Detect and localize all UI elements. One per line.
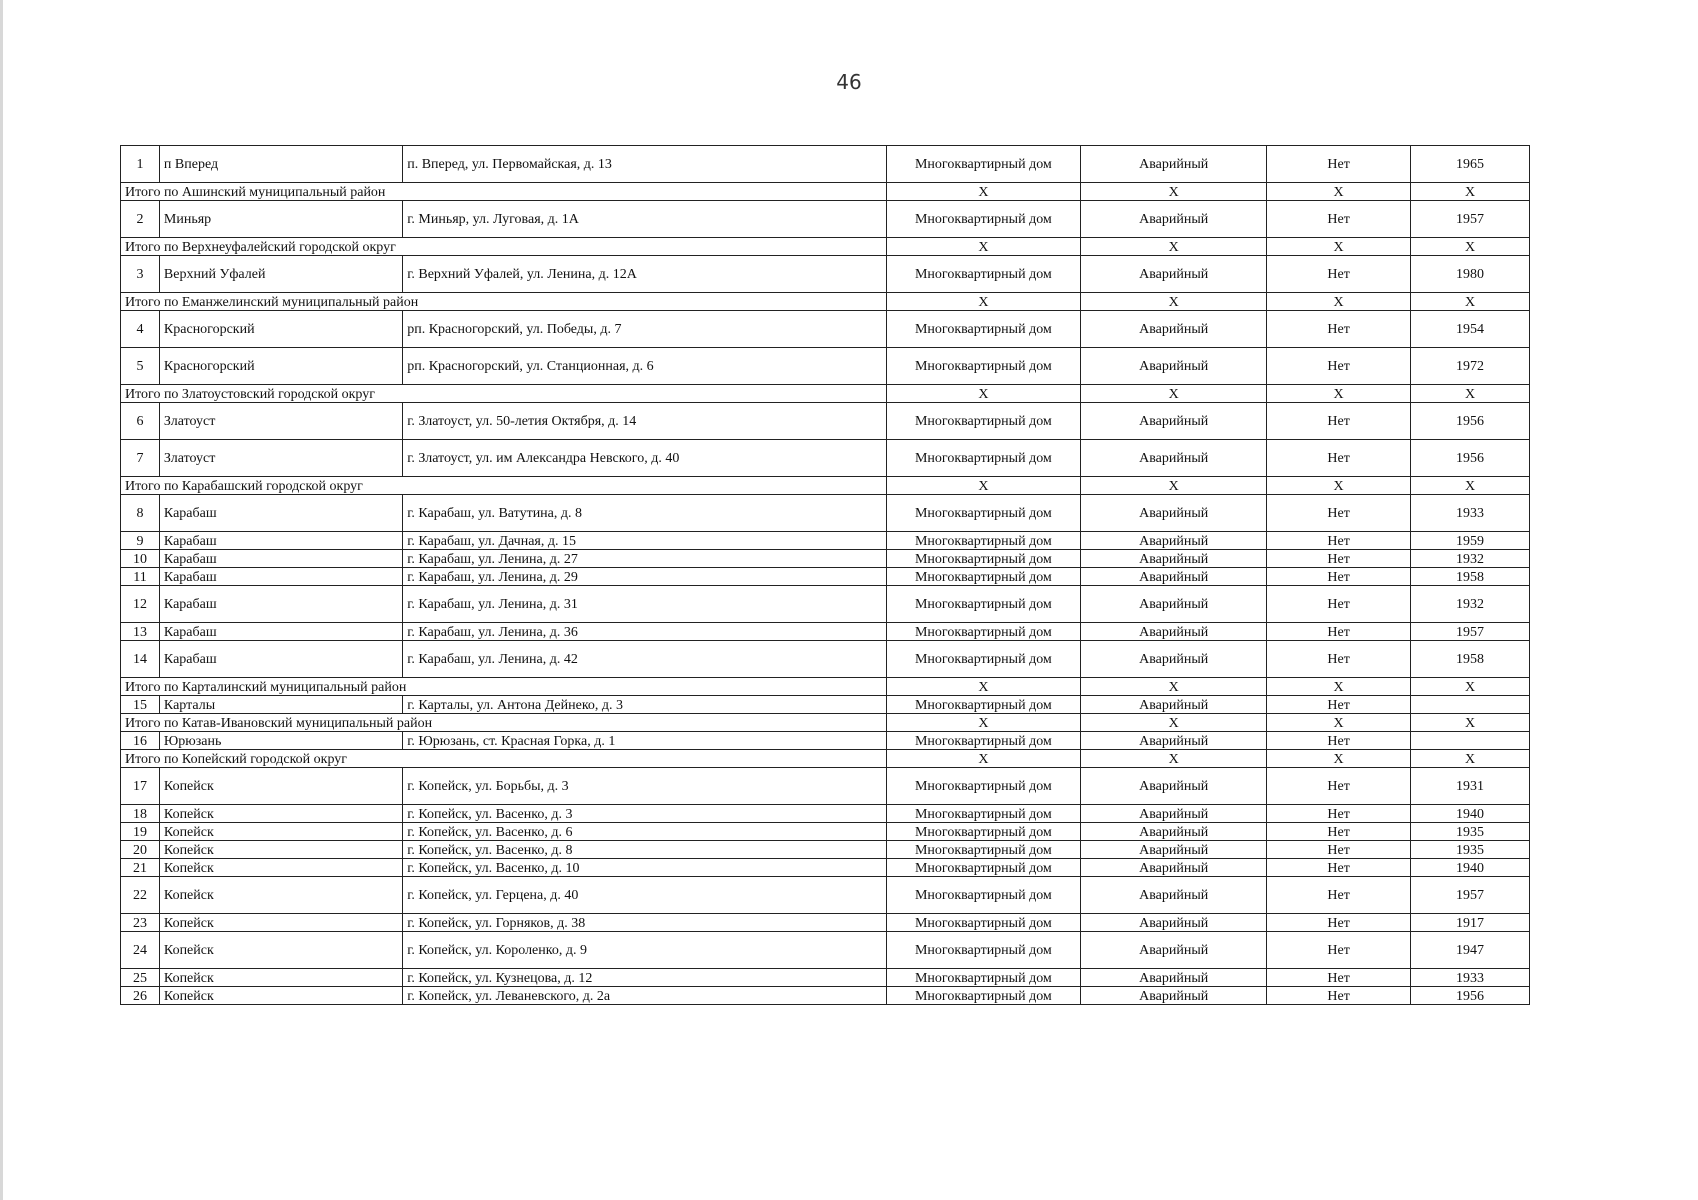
subtotal-row: [121, 750, 1530, 768]
status-cell: Аварийный: [1081, 932, 1267, 969]
flag-cell: Нет: [1267, 440, 1411, 477]
status-cell: Аварийный: [1081, 532, 1267, 550]
address-cell: г. Копейск, ул. Борьбы, д. 3: [403, 768, 886, 805]
row-number: 1: [121, 146, 160, 183]
row-number: 22: [121, 877, 160, 914]
subtotal-mark: X: [886, 477, 1081, 495]
subtotal-mark: X: [886, 385, 1081, 403]
flag-cell: Нет: [1267, 841, 1411, 859]
address-cell: г. Копейск, ул. Васенко, д. 10: [403, 859, 886, 877]
building-type-cell: Многоквартирный дом: [886, 859, 1081, 877]
subtotal-row: [121, 714, 1530, 732]
flag-cell: Нет: [1267, 201, 1411, 238]
flag-cell: Нет: [1267, 348, 1411, 385]
row-number: 5: [121, 348, 160, 385]
status-cell: Аварийный: [1081, 841, 1267, 859]
table-row: [121, 696, 1530, 714]
subtotal-mark: X: [1411, 678, 1530, 696]
building-type-cell: Многоквартирный дом: [886, 768, 1081, 805]
flag-cell: Нет: [1267, 256, 1411, 293]
building-type-cell: Многоквартирный дом: [886, 623, 1081, 641]
address-cell: рп. Красногорский, ул. Победы, д. 7: [403, 311, 886, 348]
year-cell: 1957: [1411, 877, 1530, 914]
building-type-cell: Многоквартирный дом: [886, 823, 1081, 841]
subtotal-mark: X: [1081, 385, 1267, 403]
flag-cell: Нет: [1267, 623, 1411, 641]
flag-cell: Нет: [1267, 495, 1411, 532]
address-cell: г. Юрюзань, ст. Красная Горка, д. 1: [403, 732, 886, 750]
building-type-cell: Многоквартирный дом: [886, 256, 1081, 293]
address-cell: г. Копейск, ул. Васенко, д. 8: [403, 841, 886, 859]
status-cell: Аварийный: [1081, 914, 1267, 932]
row-number: 3: [121, 256, 160, 293]
building-type-cell: Многоквартирный дом: [886, 914, 1081, 932]
status-cell: Аварийный: [1081, 969, 1267, 987]
table-row: [121, 568, 1530, 586]
locality-cell: Копейск: [159, 914, 402, 932]
flag-cell: Нет: [1267, 932, 1411, 969]
locality-cell: Копейск: [159, 859, 402, 877]
flag-cell: Нет: [1267, 550, 1411, 568]
year-cell: 1956: [1411, 987, 1530, 1005]
flag-cell: Нет: [1267, 146, 1411, 183]
address-cell: г. Копейск, ул. Короленко, д. 9: [403, 932, 886, 969]
year-cell: 1958: [1411, 641, 1530, 678]
subtotal-mark: X: [1267, 714, 1411, 732]
year-cell: 1933: [1411, 495, 1530, 532]
row-number: 12: [121, 586, 160, 623]
subtotal-label: Итого по Катав-Ивановский муниципальный район: [121, 714, 887, 732]
building-type-cell: Многоквартирный дом: [886, 201, 1081, 238]
status-cell: Аварийный: [1081, 768, 1267, 805]
status-cell: Аварийный: [1081, 568, 1267, 586]
address-cell: г. Карталы, ул. Антона Дейнеко, д. 3: [403, 696, 886, 714]
flag-cell: Нет: [1267, 311, 1411, 348]
year-cell: 1954: [1411, 311, 1530, 348]
locality-cell: Карабаш: [159, 623, 402, 641]
subtotal-label: Итого по Ашинский муниципальный район: [121, 183, 887, 201]
year-cell: 1956: [1411, 440, 1530, 477]
status-cell: Аварийный: [1081, 641, 1267, 678]
address-cell: г. Карабаш, ул. Дачная, д. 15: [403, 532, 886, 550]
subtotal-row: [121, 477, 1530, 495]
year-cell: [1411, 696, 1530, 714]
status-cell: Аварийный: [1081, 859, 1267, 877]
subtotal-mark: X: [1081, 678, 1267, 696]
building-type-cell: Многоквартирный дом: [886, 568, 1081, 586]
year-cell: 1965: [1411, 146, 1530, 183]
building-type-cell: Многоквартирный дом: [886, 732, 1081, 750]
subtotal-row: [121, 238, 1530, 256]
flag-cell: Нет: [1267, 859, 1411, 877]
building-type-cell: Многоквартирный дом: [886, 877, 1081, 914]
flag-cell: Нет: [1267, 568, 1411, 586]
building-type-cell: Многоквартирный дом: [886, 403, 1081, 440]
row-number: 24: [121, 932, 160, 969]
status-cell: Аварийный: [1081, 348, 1267, 385]
locality-cell: Копейск: [159, 969, 402, 987]
flag-cell: Нет: [1267, 732, 1411, 750]
subtotal-mark: X: [1267, 750, 1411, 768]
subtotal-mark: X: [1411, 714, 1530, 732]
row-number: 21: [121, 859, 160, 877]
building-type-cell: Многоквартирный дом: [886, 641, 1081, 678]
year-cell: 1935: [1411, 823, 1530, 841]
subtotal-label: Итого по Еманжелинский муниципальный район: [121, 293, 887, 311]
locality-cell: Карабаш: [159, 568, 402, 586]
locality-cell: Копейск: [159, 768, 402, 805]
locality-cell: Верхний Уфалей: [159, 256, 402, 293]
table-row: [121, 823, 1530, 841]
locality-cell: Юрюзань: [159, 732, 402, 750]
table-row: [121, 440, 1530, 477]
table-row: [121, 623, 1530, 641]
table-row: [121, 311, 1530, 348]
locality-cell: Копейск: [159, 823, 402, 841]
table-row: [121, 877, 1530, 914]
address-cell: г. Карабаш, ул. Ленина, д. 36: [403, 623, 886, 641]
subtotal-mark: X: [1411, 183, 1530, 201]
year-cell: 1972: [1411, 348, 1530, 385]
building-type-cell: Многоквартирный дом: [886, 550, 1081, 568]
year-cell: 1933: [1411, 969, 1530, 987]
table-row: [121, 969, 1530, 987]
status-cell: Аварийный: [1081, 877, 1267, 914]
flag-cell: Нет: [1267, 532, 1411, 550]
table-row: [121, 495, 1530, 532]
locality-cell: Копейск: [159, 932, 402, 969]
flag-cell: Нет: [1267, 696, 1411, 714]
subtotal-mark: X: [1411, 477, 1530, 495]
locality-cell: п Вперед: [159, 146, 402, 183]
locality-cell: Копейск: [159, 805, 402, 823]
housing-table: [120, 145, 1530, 1005]
year-cell: 1932: [1411, 586, 1530, 623]
locality-cell: Красногорский: [159, 311, 402, 348]
table-row: [121, 532, 1530, 550]
flag-cell: Нет: [1267, 641, 1411, 678]
flag-cell: Нет: [1267, 805, 1411, 823]
year-cell: 1958: [1411, 568, 1530, 586]
locality-cell: Карталы: [159, 696, 402, 714]
row-number: 14: [121, 641, 160, 678]
flag-cell: Нет: [1267, 969, 1411, 987]
subtotal-mark: X: [1411, 293, 1530, 311]
subtotal-mark: X: [1081, 238, 1267, 256]
building-type-cell: Многоквартирный дом: [886, 440, 1081, 477]
table-row: [121, 348, 1530, 385]
status-cell: Аварийный: [1081, 550, 1267, 568]
address-cell: г. Верхний Уфалей, ул. Ленина, д. 12А: [403, 256, 886, 293]
building-type-cell: Многоквартирный дом: [886, 146, 1081, 183]
row-number: 2: [121, 201, 160, 238]
building-type-cell: Многоквартирный дом: [886, 586, 1081, 623]
status-cell: Аварийный: [1081, 623, 1267, 641]
building-type-cell: Многоквартирный дом: [886, 969, 1081, 987]
locality-cell: Златоуст: [159, 403, 402, 440]
row-number: 15: [121, 696, 160, 714]
status-cell: Аварийный: [1081, 201, 1267, 238]
subtotal-mark: X: [886, 238, 1081, 256]
table-row: [121, 146, 1530, 183]
subtotal-mark: X: [1267, 238, 1411, 256]
subtotal-mark: X: [1411, 385, 1530, 403]
subtotal-mark: X: [1081, 293, 1267, 311]
row-number: 17: [121, 768, 160, 805]
subtotal-row: [121, 183, 1530, 201]
subtotal-mark: X: [886, 750, 1081, 768]
subtotal-mark: X: [1081, 750, 1267, 768]
flag-cell: Нет: [1267, 987, 1411, 1005]
locality-cell: Копейск: [159, 877, 402, 914]
status-cell: Аварийный: [1081, 146, 1267, 183]
subtotal-mark: X: [1081, 714, 1267, 732]
subtotal-label: Итого по Златоустовский городской округ: [121, 385, 887, 403]
locality-cell: Карабаш: [159, 586, 402, 623]
row-number: 25: [121, 969, 160, 987]
status-cell: Аварийный: [1081, 732, 1267, 750]
locality-cell: Копейск: [159, 841, 402, 859]
subtotal-mark: X: [886, 183, 1081, 201]
year-cell: 1940: [1411, 859, 1530, 877]
address-cell: г. Копейск, ул. Герцена, д. 40: [403, 877, 886, 914]
row-number: 9: [121, 532, 160, 550]
row-number: 7: [121, 440, 160, 477]
subtotal-mark: X: [886, 678, 1081, 696]
table-row: [121, 768, 1530, 805]
status-cell: Аварийный: [1081, 311, 1267, 348]
locality-cell: Миньяр: [159, 201, 402, 238]
subtotal-mark: X: [1267, 385, 1411, 403]
address-cell: г. Златоуст, ул. им Александра Невского, д. 40: [403, 440, 886, 477]
address-cell: г. Копейск, ул. Васенко, д. 3: [403, 805, 886, 823]
table-row: [121, 805, 1530, 823]
locality-cell: Копейск: [159, 987, 402, 1005]
flag-cell: Нет: [1267, 586, 1411, 623]
subtotal-mark: X: [886, 293, 1081, 311]
page-edge-shadow: [0, 0, 3, 1200]
flag-cell: Нет: [1267, 403, 1411, 440]
year-cell: 1931: [1411, 768, 1530, 805]
year-cell: 1932: [1411, 550, 1530, 568]
status-cell: Аварийный: [1081, 987, 1267, 1005]
row-number: 20: [121, 841, 160, 859]
building-type-cell: Многоквартирный дом: [886, 311, 1081, 348]
row-number: 18: [121, 805, 160, 823]
row-number: 26: [121, 987, 160, 1005]
status-cell: Аварийный: [1081, 403, 1267, 440]
table-row: [121, 732, 1530, 750]
table-row: [121, 841, 1530, 859]
building-type-cell: Многоквартирный дом: [886, 805, 1081, 823]
subtotal-row: [121, 385, 1530, 403]
row-number: 6: [121, 403, 160, 440]
status-cell: Аварийный: [1081, 495, 1267, 532]
row-number: 19: [121, 823, 160, 841]
year-cell: 1959: [1411, 532, 1530, 550]
address-cell: г. Копейск, ул. Кузнецова, д. 12: [403, 969, 886, 987]
flag-cell: Нет: [1267, 768, 1411, 805]
row-number: 8: [121, 495, 160, 532]
building-type-cell: Многоквартирный дом: [886, 495, 1081, 532]
year-cell: 1957: [1411, 623, 1530, 641]
table-row: [121, 550, 1530, 568]
building-type-cell: Многоквартирный дом: [886, 532, 1081, 550]
locality-cell: Карабаш: [159, 641, 402, 678]
building-type-cell: Многоквартирный дом: [886, 932, 1081, 969]
table-row: [121, 201, 1530, 238]
status-cell: Аварийный: [1081, 586, 1267, 623]
table-row: [121, 641, 1530, 678]
table-row: [121, 256, 1530, 293]
row-number: 10: [121, 550, 160, 568]
address-cell: г. Копейск, ул. Горняков, д. 38: [403, 914, 886, 932]
subtotal-mark: X: [886, 714, 1081, 732]
address-cell: г. Златоуст, ул. 50-летия Октября, д. 14: [403, 403, 886, 440]
status-cell: Аварийный: [1081, 823, 1267, 841]
table-row: [121, 586, 1530, 623]
address-cell: г. Карабаш, ул. Ленина, д. 42: [403, 641, 886, 678]
table-row: [121, 859, 1530, 877]
locality-cell: Карабаш: [159, 550, 402, 568]
year-cell: 1940: [1411, 805, 1530, 823]
subtotal-mark: X: [1081, 477, 1267, 495]
address-cell: г. Копейск, ул. Васенко, д. 6: [403, 823, 886, 841]
row-number: 13: [121, 623, 160, 641]
subtotal-label: Итого по Копейский городской округ: [121, 750, 887, 768]
subtotal-label: Итого по Верхнеуфалейский городской округ: [121, 238, 887, 256]
address-cell: г. Миньяр, ул. Луговая, д. 1А: [403, 201, 886, 238]
year-cell: 1980: [1411, 256, 1530, 293]
locality-cell: Карабаш: [159, 532, 402, 550]
table-row: [121, 987, 1530, 1005]
building-type-cell: Многоквартирный дом: [886, 841, 1081, 859]
year-cell: 1917: [1411, 914, 1530, 932]
row-number: 4: [121, 311, 160, 348]
flag-cell: Нет: [1267, 914, 1411, 932]
building-type-cell: Многоквартирный дом: [886, 987, 1081, 1005]
address-cell: г. Карабаш, ул. Ленина, д. 29: [403, 568, 886, 586]
year-cell: 1947: [1411, 932, 1530, 969]
address-cell: рп. Красногорский, ул. Станционная, д. 6: [403, 348, 886, 385]
year-cell: 1957: [1411, 201, 1530, 238]
year-cell: 1935: [1411, 841, 1530, 859]
page-number: 46: [836, 70, 862, 94]
subtotal-mark: X: [1411, 238, 1530, 256]
row-number: 11: [121, 568, 160, 586]
subtotal-mark: X: [1081, 183, 1267, 201]
status-cell: Аварийный: [1081, 805, 1267, 823]
table-row: [121, 403, 1530, 440]
building-type-cell: Многоквартирный дом: [886, 696, 1081, 714]
year-cell: [1411, 732, 1530, 750]
subtotal-mark: X: [1267, 293, 1411, 311]
year-cell: 1956: [1411, 403, 1530, 440]
subtotal-label: Итого по Карталинский муниципальный район: [121, 678, 887, 696]
subtotal-label: Итого по Карабашский городской округ: [121, 477, 887, 495]
locality-cell: Златоуст: [159, 440, 402, 477]
locality-cell: Красногорский: [159, 348, 402, 385]
address-cell: г. Карабаш, ул. Ленина, д. 27: [403, 550, 886, 568]
row-number: 23: [121, 914, 160, 932]
status-cell: Аварийный: [1081, 440, 1267, 477]
subtotal-mark: X: [1267, 477, 1411, 495]
building-type-cell: Многоквартирный дом: [886, 348, 1081, 385]
table-row: [121, 914, 1530, 932]
status-cell: Аварийный: [1081, 696, 1267, 714]
subtotal-row: [121, 678, 1530, 696]
address-cell: г. Копейск, ул. Леваневского, д. 2а: [403, 987, 886, 1005]
address-cell: п. Вперед, ул. Первомайская, д. 13: [403, 146, 886, 183]
subtotal-row: [121, 293, 1530, 311]
flag-cell: Нет: [1267, 877, 1411, 914]
row-number: 16: [121, 732, 160, 750]
locality-cell: Карабаш: [159, 495, 402, 532]
subtotal-mark: X: [1411, 750, 1530, 768]
flag-cell: Нет: [1267, 823, 1411, 841]
table-row: [121, 932, 1530, 969]
subtotal-mark: X: [1267, 183, 1411, 201]
address-cell: г. Карабаш, ул. Ленина, д. 31: [403, 586, 886, 623]
status-cell: Аварийный: [1081, 256, 1267, 293]
address-cell: г. Карабаш, ул. Ватутина, д. 8: [403, 495, 886, 532]
subtotal-mark: X: [1267, 678, 1411, 696]
